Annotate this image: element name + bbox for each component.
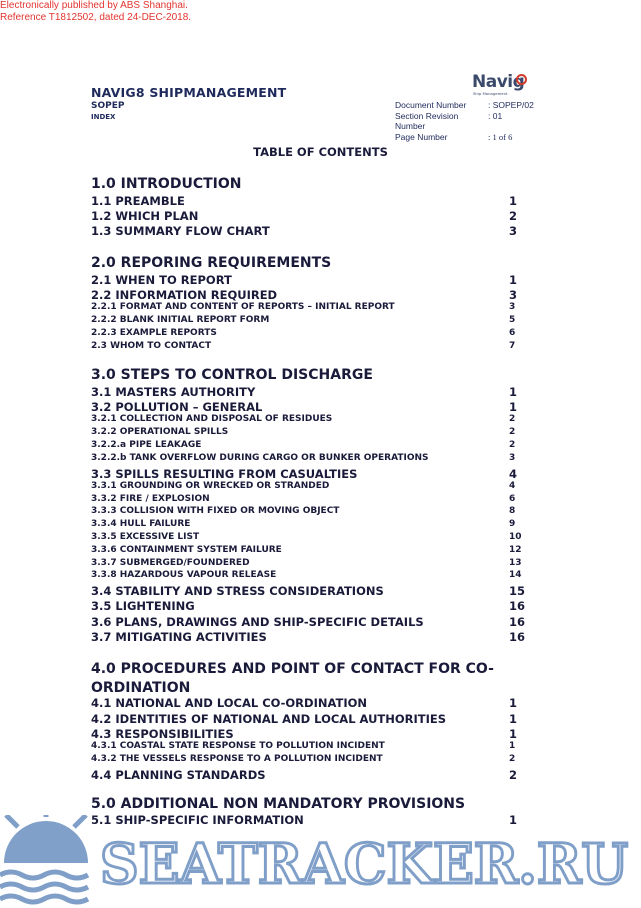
toc-entry-title: 2.2.2 BLANK INITIAL REPORT FORM <box>91 315 270 325</box>
meta-label: Section Revision Number <box>395 110 459 131</box>
sun-icon <box>0 815 88 902</box>
document-name: SOPEP <box>91 101 125 111</box>
toc-entry-title: 1.0 INTRODUCTION <box>91 176 242 192</box>
toc-entry-title: ORDINATION <box>91 680 191 696</box>
toc-entry-title: 2.2 INFORMATION REQUIRED <box>91 288 278 302</box>
toc-entry-page: 1 <box>509 813 518 827</box>
company-name: NAVIG8 SHIPMANAGEMENT <box>91 85 287 100</box>
toc-entry-title: 1.3 SUMMARY FLOW CHART <box>91 224 270 238</box>
toc-entry-title: 3.3.4 HULL FAILURE <box>91 519 191 529</box>
toc-entry-title: 5.1 SHIP-SPECIFIC INFORMATION <box>91 813 304 827</box>
toc-entry-title: 3.3 SPILLS RESULTING FROM CASUALTIES <box>91 467 358 481</box>
toc-entry-page: 1 <box>509 696 518 710</box>
toc-title: TABLE OF CONTENTS <box>253 145 388 159</box>
toc-entry-title: 3.3.2 FIRE / EXPLOSION <box>91 494 210 504</box>
document-meta <box>395 100 534 142</box>
toc-entry-page: 10 <box>509 532 522 542</box>
toc-entry-page: 6 <box>509 328 516 338</box>
meta-value: : 01 <box>488 110 503 121</box>
toc-entry-page: 12 <box>509 545 522 555</box>
toc-entry-page: 3 <box>509 453 516 463</box>
toc-entry-title: 3.2.2.a PIPE LEAKAGE <box>91 440 202 450</box>
toc-entry-page: 16 <box>509 630 526 644</box>
toc-entry-title: 1.2 WHICH PLAN <box>91 209 199 223</box>
publication-note <box>0 0 191 24</box>
toc-entry-title: 3.2 POLLUTION – GENERAL <box>91 400 263 414</box>
toc-entry-title: 5.0 ADDITIONAL NON MANDATORY PROVISIONS <box>91 796 466 812</box>
meta-row <box>395 100 534 111</box>
toc-entry-title: 3.5 LIGHTENING <box>91 599 195 613</box>
toc-entry-page: 1 <box>509 385 518 399</box>
toc-entry-page: 14 <box>509 570 522 580</box>
toc-entry-title: 1.1 PREAMBLE <box>91 194 185 208</box>
toc-entry-title: 4.1 NATIONAL AND LOCAL CO-ORDINATION <box>91 696 368 710</box>
toc-entry-title: 3.7 MITIGATING ACTIVITIES <box>91 630 267 644</box>
toc-entry-title: 3.3.3 COLLISION WITH FIXED OR MOVING OBJECT <box>91 506 340 516</box>
toc-entry-page: 2 <box>509 414 516 424</box>
watermark <box>0 815 641 908</box>
meta-label: Document Number <box>395 100 467 110</box>
toc-entry-page: 15 <box>509 584 526 598</box>
toc-entry-title: 3.3.8 HAZARDOUS VAPOUR RELEASE <box>91 570 277 580</box>
toc-entry-page: 16 <box>509 599 526 613</box>
toc-entry-page: 3 <box>509 224 518 238</box>
toc-entry-title: 3.2.2.b TANK OVERFLOW DURING CARGO OR BUNKER OPERATIONS <box>91 453 429 463</box>
toc-entry-page: 7 <box>509 341 516 351</box>
toc-entry-title: 4.3 RESPONSIBILITIES <box>91 727 234 741</box>
publication-note-line-2: Reference T1812502, dated 24-DEC-2018. <box>0 12 192 23</box>
publication-note-line-1: Electronically published by ABS Shanghai. <box>0 0 188 11</box>
toc-entry-title: 3.1 MASTERS AUTHORITY <box>91 385 256 399</box>
toc-entry-title: 3.2.2 OPERATIONAL SPILLS <box>91 427 229 437</box>
toc-entry-page: 3 <box>509 288 518 302</box>
toc-entry-page: 1 <box>509 727 518 741</box>
meta-value: : SOPEP/02 <box>488 100 534 110</box>
toc-entry-page: 1 <box>509 273 518 287</box>
meta-row <box>395 111 534 132</box>
toc-entry-page: 13 <box>509 558 522 568</box>
toc-entry-page: 1 <box>509 712 518 726</box>
toc-entry-page: 1 <box>509 741 516 751</box>
toc-entry-title: 3.3.6 CONTAINMENT SYSTEM FAILURE <box>91 545 282 555</box>
toc-entry-title: 3.3.1 GROUNDING OR WRECKED OR STRANDED <box>91 481 330 491</box>
toc-entry-page: 5 <box>509 315 516 325</box>
toc-entry-title: 3.4 STABILITY AND STRESS CONSIDERATIONS <box>91 584 384 598</box>
logo-subtitle: Ship Management <box>473 91 508 96</box>
toc-entry-title: 4.4 PLANNING STANDARDS <box>91 768 266 782</box>
toc-entry-title: 3.0 STEPS TO CONTROL DISCHARGE <box>91 367 373 383</box>
company-logo <box>472 74 530 98</box>
toc-entry-page: 1 <box>509 400 518 414</box>
toc-entry-page: 16 <box>509 615 526 629</box>
toc-entry-title: 2.1 WHEN TO REPORT <box>91 273 232 287</box>
toc-entry-page: 2 <box>509 440 516 450</box>
meta-value: : 1 of 6 <box>488 131 513 142</box>
toc-entry-page: 2 <box>509 427 516 437</box>
meta-row <box>395 132 534 143</box>
toc-entry-title: 3.6 PLANS, DRAWINGS AND SHIP-SPECIFIC DETAILS <box>91 615 424 629</box>
logo-ring-icon <box>516 74 527 85</box>
toc-entry-page: 2 <box>509 209 518 223</box>
toc-entry-title: 4.3.2 THE VESSELS RESPONSE TO A POLLUTION INCIDENT <box>91 754 383 764</box>
toc-entry-title: 2.2.1 FORMAT AND CONTENT OF REPORTS – INITIAL REPORT <box>91 302 395 312</box>
toc-entry-title: 3.3.7 SUBMERGED/FOUNDERED <box>91 558 250 568</box>
logo-wordmark: Navig <box>472 72 525 92</box>
toc-entry-page: 2 <box>509 754 516 764</box>
toc-entry-page: 1 <box>509 194 518 208</box>
section-name: INDEX <box>91 113 116 121</box>
watermark-text: SEATRACKER.RU <box>100 831 628 896</box>
toc-entry-page: 4 <box>509 481 516 491</box>
toc-entry-page: 2 <box>509 768 518 782</box>
toc-entry-title: 4.0 PROCEDURES AND POINT OF CONTACT FOR CO- <box>91 661 494 677</box>
toc-entry-title: 3.2.1 COLLECTION AND DISPOSAL OF RESIDUES <box>91 414 333 424</box>
toc-entry-title: 2.3 WHOM TO CONTACT <box>91 341 212 351</box>
toc-entry-page: 8 <box>509 506 516 516</box>
toc-entry-title: 2.2.3 EXAMPLE REPORTS <box>91 328 217 338</box>
toc-entry-title: 3.3.5 EXCESSIVE LIST <box>91 532 200 542</box>
toc-entry-page: 3 <box>509 302 516 312</box>
meta-label: Page Number <box>395 131 448 142</box>
toc-entry-page: 6 <box>509 494 516 504</box>
toc-entry-title: 4.3.1 COASTAL STATE RESPONSE TO POLLUTION INCIDENT <box>91 741 385 751</box>
toc-entry-page: 4 <box>509 467 518 481</box>
toc-entry-title: 2.0 REPORING REQUIREMENTS <box>91 255 332 271</box>
toc-entry-title: 4.2 IDENTITIES OF NATIONAL AND LOCAL AUTHORITIES <box>91 712 447 726</box>
toc-entry-page: 9 <box>509 519 516 529</box>
